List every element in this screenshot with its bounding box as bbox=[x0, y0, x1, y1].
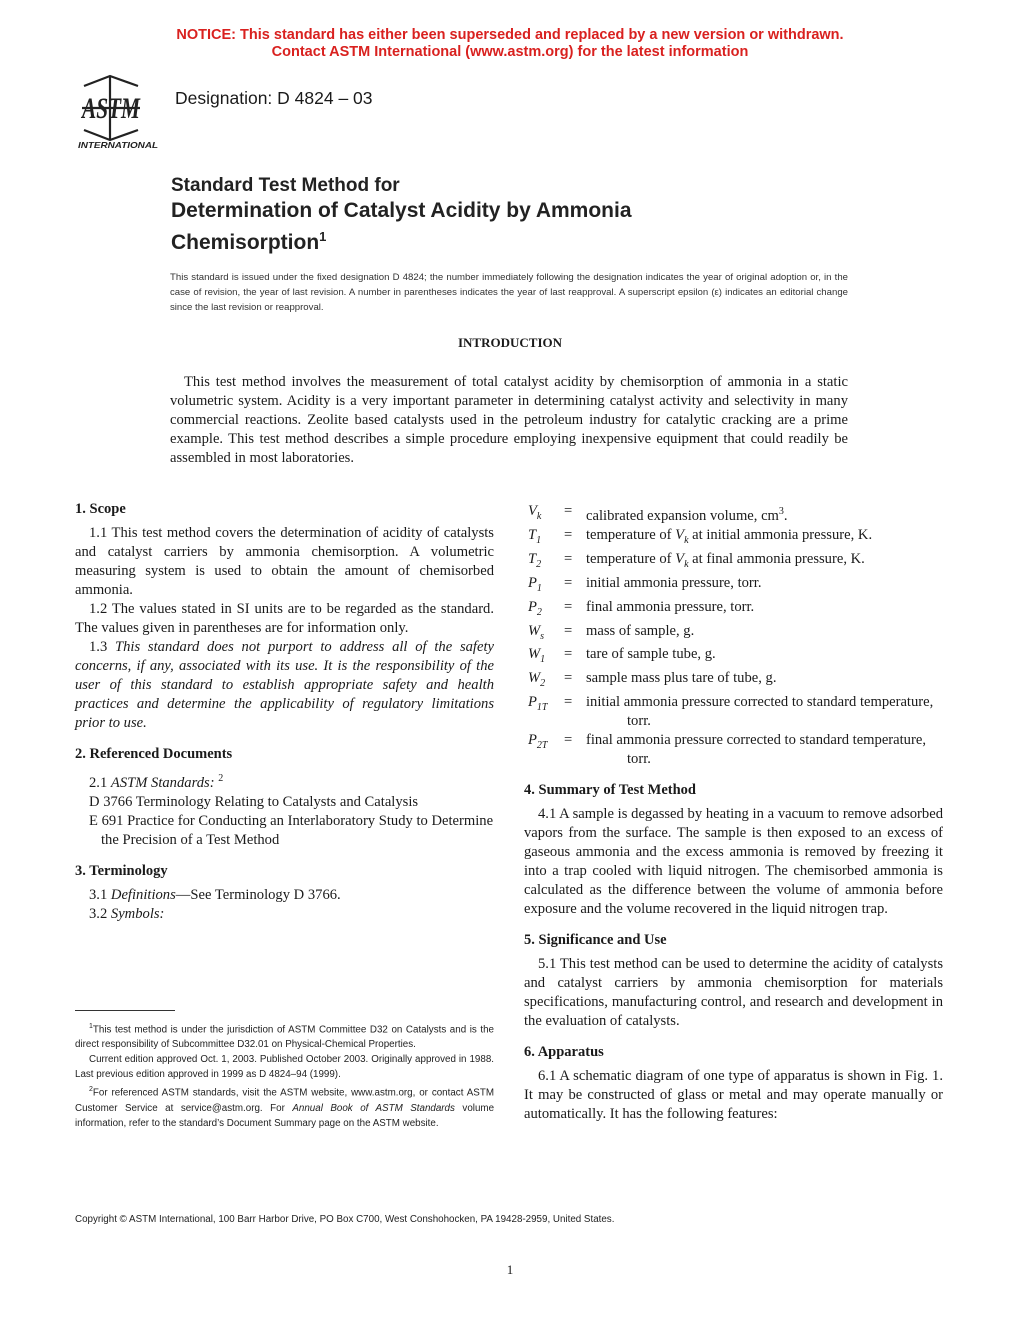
issued-note: This standard is issued under the fixed designation D 4824; the number immediately following the designation indicates the year of original adoption or, in the case of revision, the year of last revision. A number in parentheses indicates the year of last reapproval. A superscript epsilon (ε) indicates an editorial change since the last revision or reapproval. bbox=[170, 272, 848, 313]
referenced-sub-label: ASTM Standards: bbox=[110, 774, 215, 791]
symbol-t2-desc-text: temperature of bbox=[586, 550, 676, 567]
symbol-p2-sub: 2 bbox=[536, 606, 542, 618]
referenced-sub-mark: 2 bbox=[218, 773, 224, 784]
symbol-ws-sub: s bbox=[540, 630, 545, 642]
symbol-vk-desc-text: calibrated expansion volume, cm bbox=[586, 507, 779, 524]
scope-p1: 1.1 This test method covers the determination of acidity of catalysts and catalyst carriers by ammonia chemisorption. A volumetric measuring system is used to obtain the amount of chemisorbed ammonia. bbox=[75, 525, 494, 598]
symbol-t2-var-sub: k bbox=[684, 558, 689, 570]
logo-subtext: INTERNATIONAL bbox=[78, 140, 158, 150]
apparatus-heading: 6. Apparatus bbox=[524, 1044, 604, 1061]
terminology-p1 bbox=[75, 886, 494, 905]
footnote-2 bbox=[75, 1082, 494, 1130]
symbol-p1-term bbox=[524, 574, 564, 598]
symbol-p1t-base: P bbox=[528, 694, 537, 711]
symbol-p1t bbox=[524, 693, 943, 731]
notice-line-2: Contact ASTM International (www.astm.org) for the latest information bbox=[271, 44, 749, 60]
symbol-w2-desc: sample mass plus tare of tube, g. bbox=[586, 670, 777, 687]
symbol-p2t-term bbox=[524, 731, 564, 769]
symbol-vk-sub: k bbox=[536, 510, 542, 522]
symbol-t1-base: T bbox=[528, 526, 537, 543]
symbol-p2 bbox=[524, 598, 943, 622]
terminology-p2-num: 3.2 bbox=[89, 905, 108, 922]
symbol-w2-eq: = bbox=[564, 670, 573, 687]
symbol-p1t-term bbox=[524, 693, 564, 731]
symbol-p1-desc: initial ammonia pressure, torr. bbox=[586, 574, 762, 591]
symbol-t2-desc bbox=[586, 550, 943, 574]
scope-p2: 1.2 The values stated in SI units are to be regarded as the standard. The values given in parentheses are for information only. bbox=[75, 601, 494, 636]
terminology-p2 bbox=[75, 905, 494, 924]
symbol-p1 bbox=[524, 574, 943, 598]
referenced-item-d3766: D 3766 Terminology Relating to Catalysts and Catalysis bbox=[89, 793, 419, 810]
symbol-t2-var bbox=[675, 550, 689, 570]
apparatus-p1: 6.1 A schematic diagram of one type of apparatus is shown in Fig. 1. It may be constructed of glass or metal and may operate manually or automatically. It has the following features: bbox=[524, 1068, 943, 1123]
terminology-p1-num: 3.1 bbox=[89, 886, 108, 903]
symbol-w2-base: W bbox=[528, 670, 541, 687]
footnote-2-mark: 2 bbox=[89, 1086, 93, 1094]
symbol-w2-term bbox=[524, 669, 564, 693]
symbol-vk-tail: . bbox=[783, 507, 788, 524]
footnote-1-text: This test method is under the jurisdiction of ASTM Committee D32 on Catalysts and is the direct responsibility of Subcommittee D32.01 on Physical-Chemical Properties. bbox=[75, 1024, 494, 1051]
symbol-t1-eq: = bbox=[564, 526, 573, 543]
footnote-rule bbox=[75, 1010, 175, 1011]
introduction-text: This test method involves the measurement of total catalyst acidity by chemisorption of ammonia in a static volumetric system. Acidity is a very important parameter in determining catalyst activity and selectivity in many commercial reactions. Zeolite based catalysts used in the petroleum industry for catalytic cracking are a prime example. This test method describes a simple procedure employing inexpensive equipment that could readily be assembled in most laboratories. bbox=[170, 374, 848, 466]
symbol-p1-base: P bbox=[528, 574, 537, 591]
symbol-p1-sub: 1 bbox=[536, 582, 542, 594]
scope-heading: 1. Scope bbox=[75, 501, 126, 517]
referenced-sub-num: 2.1 bbox=[89, 774, 108, 791]
symbol-vk bbox=[524, 502, 943, 526]
symbol-ws-eq: = bbox=[564, 622, 573, 639]
symbol-w2-sub: 2 bbox=[540, 678, 546, 690]
symbol-t1-var-base: V bbox=[675, 526, 685, 543]
summary-p1: 4.1 A sample is degassed by heating in a vacuum to remove adsorbed vapors from the surface. The sample is then exposed to an excess of gaseous ammonia and the excess ammonia is removed by freezing it into a trap cooled with liquid nitrogen. The chemisorbed ammonia is calculated as the difference between the volume of ammonia before exposure and the volume recovered in the liquid nitrogen trap. bbox=[524, 806, 943, 918]
symbol-p1-eq: = bbox=[564, 574, 573, 591]
significance-heading: 5. Significance and Use bbox=[524, 932, 667, 949]
symbol-ws-term bbox=[524, 622, 564, 646]
symbol-w2 bbox=[524, 669, 943, 693]
referenced-heading: 2. Referenced Documents bbox=[75, 746, 233, 762]
symbol-t2-sub: 2 bbox=[536, 558, 542, 570]
footnote-1b: Current edition approved Oct. 1, 2003. Published October 2003. Originally approved in 1988. Last previous edition approved in 1999 as D 4824–94 (1999). bbox=[75, 1054, 494, 1081]
title-line-3 bbox=[171, 224, 632, 256]
notice-line-1: NOTICE: This standard has either been superseded and replaced by a new version or withdrawn. bbox=[176, 27, 844, 43]
scope-p3-num: 1.3 bbox=[89, 639, 108, 655]
symbol-p2-desc: final ammonia pressure, torr. bbox=[586, 598, 755, 615]
symbol-w1-eq: = bbox=[564, 646, 573, 663]
symbol-w1-desc: tare of sample tube, g. bbox=[586, 646, 716, 663]
terminology-heading: 3. Terminology bbox=[75, 862, 168, 879]
significance-p1: 5.1 This test method can be used to determine the acidity of catalysts and catalyst carriers by ammonia chemisorption for materials specifications, manufacturing control, and research and development in the evaluation of catalysts. bbox=[524, 956, 943, 1030]
symbol-w1-sub: 1 bbox=[540, 654, 546, 666]
symbol-t2-term bbox=[524, 550, 564, 574]
scope-p3 bbox=[75, 638, 494, 733]
referenced-sub bbox=[75, 769, 494, 793]
symbol-vk-sup: 3 bbox=[778, 506, 784, 517]
symbol-p1t-eq: = bbox=[564, 694, 573, 711]
symbol-vk-desc bbox=[586, 502, 943, 526]
symbol-p2-eq: = bbox=[564, 598, 573, 615]
title-line-1: Standard Test Method for bbox=[171, 175, 400, 196]
left-column bbox=[75, 500, 494, 924]
symbol-t1-var bbox=[675, 526, 689, 546]
symbol-t2-var-base: V bbox=[675, 550, 685, 567]
symbol-ws-base: W bbox=[528, 622, 541, 639]
symbol-p2t-sub: 2T bbox=[536, 740, 548, 752]
title-footnote-mark: 1 bbox=[319, 229, 327, 244]
symbol-t2 bbox=[524, 550, 943, 574]
symbol-vk-eq: = bbox=[564, 503, 573, 519]
symbol-vk-term bbox=[524, 502, 564, 526]
footnote-2-text-a: For referenced ASTM standards, visit the ASTM website, www.astm.org, or contact ASTM Customer Service at service@astm.org. For bbox=[75, 1087, 494, 1114]
symbol-p2-base: P bbox=[528, 598, 537, 615]
title-line-2: Determination of Catalyst Acidity by Ammonia bbox=[171, 199, 632, 222]
symbol-p2t bbox=[524, 731, 943, 769]
symbol-p2t-base: P bbox=[528, 732, 537, 749]
footnotes bbox=[75, 1019, 494, 1131]
symbols-list bbox=[524, 502, 943, 769]
scope-p3-text: This standard does not purport to address all of the safety concerns, if any, associated with its use. It is the responsibility of the user of this standard to establish appropriate safety and health practices and determine the applicability of regulatory limitations prior to use. bbox=[75, 639, 494, 731]
document-title bbox=[171, 174, 632, 256]
symbol-p1t-desc: initial ammonia pressure corrected to standard temperature, torr. bbox=[586, 694, 934, 730]
symbol-p2t-eq: = bbox=[564, 732, 573, 749]
symbol-p2-term bbox=[524, 598, 564, 622]
page-number: 1 bbox=[506, 1262, 514, 1277]
symbol-p1t-sub: 1T bbox=[536, 702, 548, 714]
copyright: Copyright © ASTM International, 100 Barr Harbor Drive, PO Box C700, West Conshohocken, PA 19428-2959, United States. bbox=[75, 1214, 615, 1225]
right-column bbox=[524, 502, 943, 1124]
symbol-vk-base: V bbox=[528, 503, 537, 519]
symbol-ws bbox=[524, 622, 943, 646]
symbol-t2-tail: at final ammonia pressure, K. bbox=[688, 550, 865, 567]
symbol-t2-eq: = bbox=[564, 550, 573, 567]
symbol-t1-tail: at initial ammonia pressure, K. bbox=[688, 526, 873, 543]
title-line-3-text: Chemisorption bbox=[171, 231, 320, 254]
terminology-p1-label: Definitions bbox=[110, 886, 176, 903]
terminology-p1-text: —See Terminology D 3766. bbox=[175, 886, 341, 903]
terminology-p2-label: Symbols: bbox=[110, 905, 165, 922]
symbol-t1-desc-text: temperature of bbox=[586, 526, 676, 543]
astm-logo bbox=[76, 72, 162, 150]
symbol-t1-sub: 1 bbox=[536, 534, 542, 546]
summary-heading: 4. Summary of Test Method bbox=[524, 782, 696, 799]
symbol-t1-term bbox=[524, 526, 564, 550]
withdrawn-notice bbox=[0, 27, 1020, 61]
symbol-t2-base: T bbox=[528, 550, 537, 567]
footnote-1-mark: 1 bbox=[89, 1023, 93, 1030]
referenced-item-e691: E 691 Practice for Conducting an Interlaboratory Study to Determine the Precision of a Test Method bbox=[89, 812, 494, 848]
symbol-t1 bbox=[524, 526, 943, 550]
symbol-ws-desc: mass of sample, g. bbox=[586, 622, 695, 639]
symbol-w1-base: W bbox=[528, 646, 541, 663]
footnote-2-italic: Annual Book of ASTM Standards bbox=[292, 1102, 455, 1114]
footnote-1 bbox=[75, 1019, 494, 1052]
designation: Designation: D 4824 – 03 bbox=[175, 88, 373, 108]
symbol-p2t-desc: final ammonia pressure corrected to standard temperature, torr. bbox=[586, 732, 926, 768]
logo-text: ASTM bbox=[80, 92, 141, 125]
symbol-w1 bbox=[524, 645, 943, 669]
symbol-t1-var-sub: k bbox=[684, 534, 689, 546]
symbol-w1-term bbox=[524, 645, 564, 669]
introduction-heading: INTRODUCTION bbox=[457, 335, 562, 350]
footnote-2-text-b: volume information, refer to the standard’s Document Summary page on the ASTM website. bbox=[75, 1102, 495, 1129]
symbol-t1-desc bbox=[586, 526, 943, 550]
